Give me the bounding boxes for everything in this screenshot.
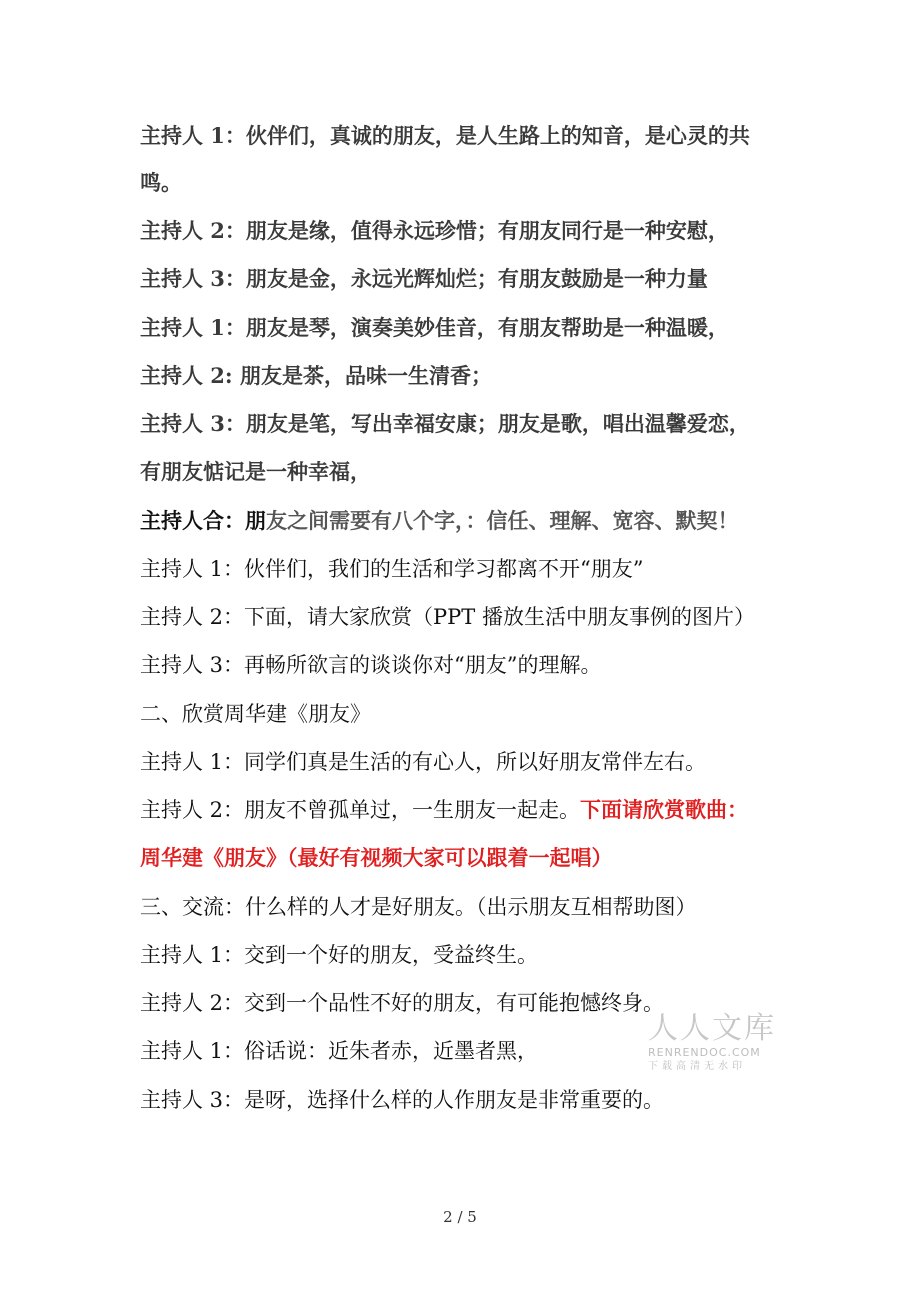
- text-line: 主持人 2: 朋友是茶，品味一生清香；: [140, 363, 492, 388]
- speaker-label: 主持人 2：: [140, 605, 245, 629]
- speaker-label: 主持人合：朋: [140, 508, 266, 533]
- section-heading: 三、交流：什么样的人才是好朋友。（出示朋友互相帮助图）: [140, 895, 697, 919]
- text-line: 主持人 1：俗话说：近朱者赤，近墨者黑，: [140, 1039, 539, 1063]
- text-line: 主持人合：朋友之间需要有八个字，：信任、理解、宽容、默契！: [140, 508, 739, 533]
- text-line: 主持人 3：朋友是金，永远光辉灿烂；有朋友鼓励是一种力量: [140, 266, 708, 291]
- watermark-url: RENRENDOC.COM: [648, 1046, 761, 1059]
- text-line: 主持人 3：朋友是笔，写出幸福安康；朋友是歌，唱出温馨爱恋，: [140, 411, 750, 436]
- text-line: 主持人 1：同学们真是生活的有心人，所以好朋友常伴左右。: [140, 750, 707, 774]
- text-line: 主持人 1：伙伴们，我们的生活和学习都离不开“朋友”: [140, 557, 644, 581]
- speaker-label: 主持人 1：: [140, 557, 245, 581]
- watermark-subtitle: 下载高清无水印: [648, 1061, 746, 1072]
- page-number: 2 / 5: [443, 1208, 477, 1226]
- text-line: 主持人 3：是呀，选择什么样的人作朋友是非常重要的。: [140, 1088, 665, 1112]
- watermark-logo: [648, 1012, 778, 1074]
- highlighted-text: 周华建《朋友》（最好有视频大家可以跟着一起唱）: [140, 845, 613, 870]
- text-line: 主持人 1：伙伴们，真诚的朋友，是人生路上的知音，是心灵的共: [140, 123, 750, 148]
- text-line: 鸣。: [140, 170, 182, 195]
- text-line: 主持人 2：朋友是缘，值得永远珍惜；有朋友同行是一种安慰，: [140, 218, 729, 243]
- text-line: 主持人 1：朋友是琴，演奏美妙佳音，有朋友帮助是一种温暖，: [140, 315, 729, 340]
- text-line: 主持人 2：下面，请大家欣赏（PPT 播放生活中朋友事例的图片）: [140, 605, 755, 629]
- text-line: 主持人 1：交到一个好的朋友，受益终生。: [140, 943, 539, 967]
- watermark-title: 人人文库: [648, 1011, 776, 1046]
- text-line: 主持人 3：再畅所欲言的谈谈你对“朋友”的理解。: [140, 653, 602, 677]
- text-line: 主持人 2：交到一个品性不好的朋友，有可能抱憾终身。: [140, 991, 665, 1015]
- text-line: 主持人 2：朋友不曾孤单过，一生朋友一起走。下面请欣赏歌曲：: [140, 797, 749, 822]
- section-heading: 二、欣赏周华建《朋友》: [140, 702, 371, 726]
- text-line: 有朋友惦记是一种幸福，: [140, 459, 371, 484]
- speaker-label: 主持人 3：: [140, 653, 245, 677]
- highlighted-text: 下面请欣赏歌曲：: [580, 797, 749, 822]
